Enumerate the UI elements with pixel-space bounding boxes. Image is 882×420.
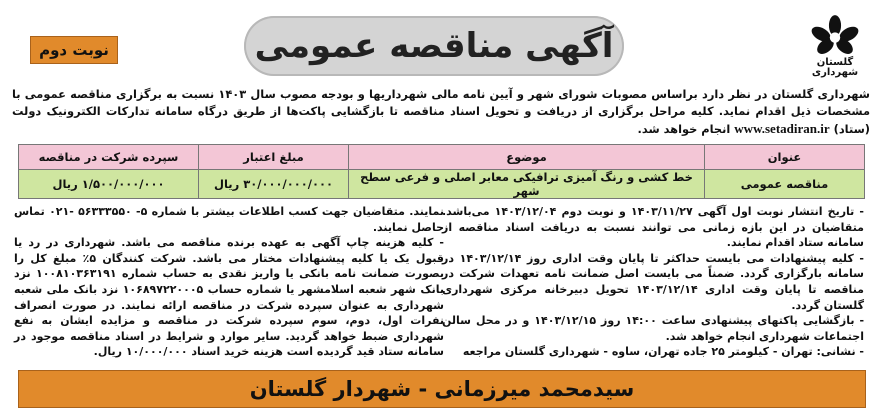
municipality-logo	[802, 12, 868, 78]
condition-item: - کلیه پیشنهادات می بایست حداکثر تا پایان وقت اداری روز ۱۴۰۳/۱۲/۱۴ در سامانه بارگزاری گردد. ضمناً می بایست اصل ضمانت نامه تعهدات شرکت در مناقصه تا پایان وقت اداری ۱۴۰۳/۱۲/۱۴ تحویل دبیرخانه مرکزی شهرداری گلستان گردد.	[442, 251, 864, 312]
flower-logo-icon	[809, 12, 861, 58]
tender-table	[18, 144, 865, 199]
conditions-right-column	[442, 204, 864, 360]
table-row	[19, 170, 865, 199]
page-title: آگهی مناقصه عمومی	[244, 16, 624, 76]
cell-budget: ۳۰/۰۰۰/۰۰۰/۰۰۰ ریال	[199, 170, 349, 199]
header-subject: موضوع	[349, 145, 705, 170]
cell-title: مناقصه عمومی	[705, 170, 865, 199]
mayor-signature-bar: سیدمحمد میرزمانی - شهردار گلستان	[18, 370, 866, 408]
header-budget: مبلغ اعتبار	[199, 145, 349, 170]
setad-website-link[interactable]: www.setadiran.ir	[734, 121, 830, 136]
logo-name: گلستان شهرداری	[811, 57, 859, 78]
table-header-row	[19, 145, 865, 170]
round-badge: نوبت دوم	[30, 36, 118, 64]
intro-text: شهرداری گلستان در نظر دارد براساس مصوبات شورای شهر و آیین نامه مالی شهرداریها و بودجه مصوب سال ۱۴۰۳ نسبت به برگزاری مناقصه عمومی با مشخصات ذیل اقدام نماید. کلیه مراحل برگزاری از دریافت و تحویل اسناد مناقصه تا بازگشایی پاکت‌ها از طریق درگاه سامانه تدارکات الکترونیک دولت (ستاد)	[12, 87, 870, 136]
condition-item: - نشانی: تهران - کیلومتر ۲۵ جاده تهران، ساوه - شهرداری گلستان مراجعه	[462, 345, 864, 359]
condition-item: - بازگشایی پاکتهای پیشنهادی ساعت ۱۴:۰۰ روز ۱۴۰۳/۱۲/۱۵ و در محل سالن اجتماعات شهرداری انجام خواهد شد.	[442, 314, 865, 343]
header-deposit: سپرده شرکت در مناقصه	[19, 145, 199, 170]
cell-deposit: ۱/۵۰۰/۰۰۰/۰۰۰ ریال	[19, 170, 199, 199]
intro-tail: انجام خواهد شد.	[637, 122, 731, 136]
cell-subject: خط کشی و رنگ آمیزی ترافیکی معابر اصلی و فرعی سطح شهر	[349, 170, 705, 199]
conditions-left-column	[14, 204, 444, 360]
header-title: عنوان	[705, 145, 865, 170]
intro-paragraph	[12, 86, 870, 138]
condition-item: - کلیه هزینه چاپ آگهی به عهده برنده مناقصه می باشد. شهرداری در رد یا قبول یک یا کلیه پیشنهادات مختار می باشد. شرکت کنندگان ۵٪ مبلغ کل را بصورت ضمانت نامه بانکی یا واریز نقدی به حساب شماره ۱۰۰۸۱۰۳۶۳۱۹۱ نزد بانک شهر شعبه اسلامشهر یا شماره حساب ۱۰۶۸۹۷۲۲۰۰۰۵ نزد بانک ملی شعبه شهرداری به عنوان سپرده شرکت در مناقصه ارائه نمایند. در صورت انصراف نفرات اول، دوم، سوم سپرده شرکت در مناقصه و مزایده ایشان به نفع شهرداری ضبط خواهد گردید. سایر موارد و شرایط در اسناد مناقصه موجود در سامانه ستاد قید گردیده است هزینه خرید اسناد ۱۰/۰۰۰/۰۰۰ ریال.	[14, 236, 445, 359]
condition-item: نمایند. متقاضیان جهت کسب اطلاعات بیشتر با شماره ۵- ۵۶۳۳۳۵۵۰ -۰۲۱ تماس حاصل نمایند.	[14, 205, 444, 234]
condition-item: - تاریخ انتشار نوبت اول آگهی ۱۴۰۳/۱۱/۲۷ و نوبت دوم ۱۴۰۳/۱۲/۰۴ می‌باشد. متقاضیان در این بازه زمانی می توانند نسبت به دریافت اسناد مناقصه از سامانه ستاد اقدام نمایند.	[442, 205, 864, 250]
